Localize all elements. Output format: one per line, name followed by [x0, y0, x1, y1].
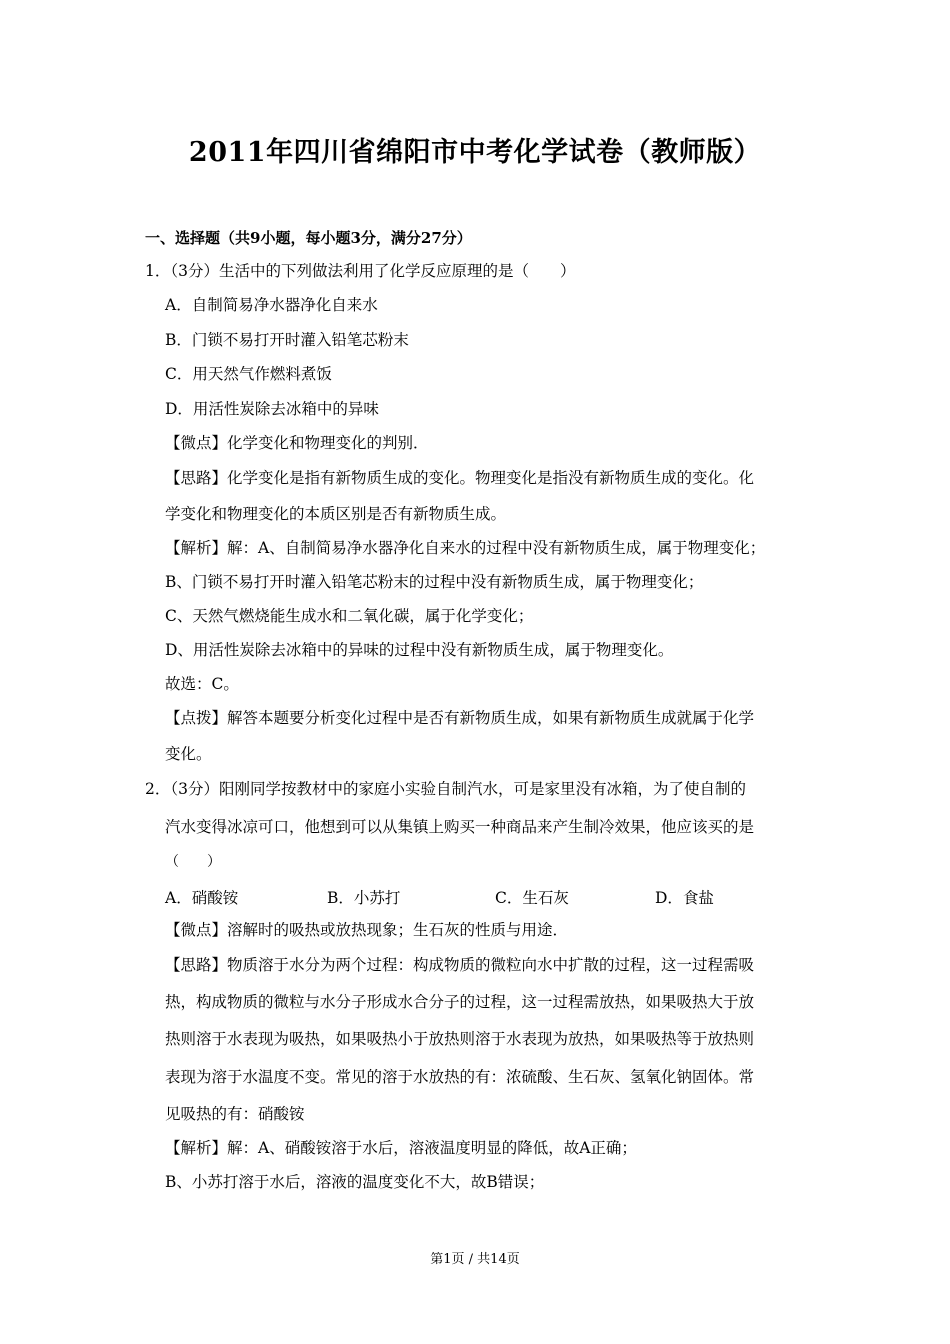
question-2-stem-line: 汽水变得冰凉可口，他想到可以从集镇上购买一种商品来产生制冷效果，他应该买的是	[165, 818, 755, 836]
q1-jiexi-line: 【解析】解：A、自制简易净水器净化自来水的过程中没有新物质生成，属于物理变化；	[165, 539, 766, 557]
q2-jiexi-line: B、小苏打溶于水后，溶液的温度变化不大，故B错误；	[165, 1173, 545, 1191]
q2-silu-line: 【思路】物质溶于水分为两个过程：构成物质的微粒向水中扩散的过程，这一过程需吸	[165, 956, 755, 974]
q1-dianbo-line: 变化。	[165, 745, 212, 763]
q1-jiexi-line: B、门锁不易打开时灌入铅笔芯粉末的过程中没有新物质生成，属于物理变化；	[165, 573, 704, 591]
q1-weidian: 【微点】化学变化和物理变化的判别．	[165, 434, 429, 452]
q1-option-d: D．用活性炭除去冰箱中的异味	[165, 400, 379, 418]
q1-silu-line: 【思路】化学变化是指有新物质生成的变化。物理变化是指没有新物质生成的变化。化	[165, 469, 755, 487]
q1-option-c: C．用天然气作燃料煮饭	[165, 365, 332, 383]
question-2-stem: 2．（3分）阳刚同学按教材中的家庭小实验自制汽水，可是家里没有冰箱，为了使自制的	[145, 780, 746, 798]
q2-jiexi-line: 【解析】解：A、硝酸铵溶于水后，溶液温度明显的降低，故A正确；	[165, 1139, 637, 1157]
q1-option-a: A．自制简易净水器净化自来水	[165, 296, 378, 314]
page-title: 2011年四川省绵阳市中考化学试卷（教师版）	[188, 137, 762, 168]
q2-option-d: D．食盐	[655, 889, 714, 907]
page-footer: 第1页 / 共14页	[430, 1252, 520, 1267]
q2-option-c: C．生石灰	[495, 889, 569, 907]
q2-silu-line: 热，构成物质的微粒与水分子形成水合分子的过程，这一过程需放热，如果吸热大于放	[165, 993, 755, 1011]
q1-jiexi-line: C、天然气燃烧能生成水和二氧化碳，属于化学变化；	[165, 607, 534, 625]
q2-option-b: B．小苏打	[327, 889, 401, 907]
q2-option-a: A．硝酸铵	[165, 889, 239, 907]
section-heading: 一、选择题（共9小题，每小题3分，满分27分）	[145, 229, 472, 247]
q1-answer: 故选：C。	[165, 675, 239, 693]
q1-jiexi-line: D、用活性炭除去冰箱中的异味的过程中没有新物质生成，属于物理变化。	[165, 641, 674, 659]
q2-silu-line: 热则溶于水表现为吸热，如果吸热小于放热则溶于水表现为放热，如果吸热等于放热则	[165, 1030, 755, 1048]
q2-silu-line: 见吸热的有：硝酸铵	[165, 1105, 305, 1123]
question-1-stem: 1．（3分）生活中的下列做法利用了化学反应原理的是（ ）	[145, 262, 576, 280]
q2-options-row	[165, 886, 765, 906]
q1-option-b: B．门锁不易打开时灌入铅笔芯粉末	[165, 331, 409, 349]
q2-silu-line: 表现为溶于水温度不变。常见的溶于水放热的有：浓硫酸、生石灰、氢氧化钠固体。常	[165, 1068, 755, 1086]
question-2-stem-line: （ ）	[165, 854, 221, 870]
q1-dianbo-line: 【点拨】解答本题要分析变化过程中是否有新物质生成，如果有新物质生成就属于化学	[165, 709, 755, 727]
q1-silu-line: 学变化和物理变化的本质区别是否有新物质生成。	[165, 505, 507, 523]
q2-weidian: 【微点】溶解时的吸热或放热现象；生石灰的性质与用途．	[165, 921, 569, 939]
